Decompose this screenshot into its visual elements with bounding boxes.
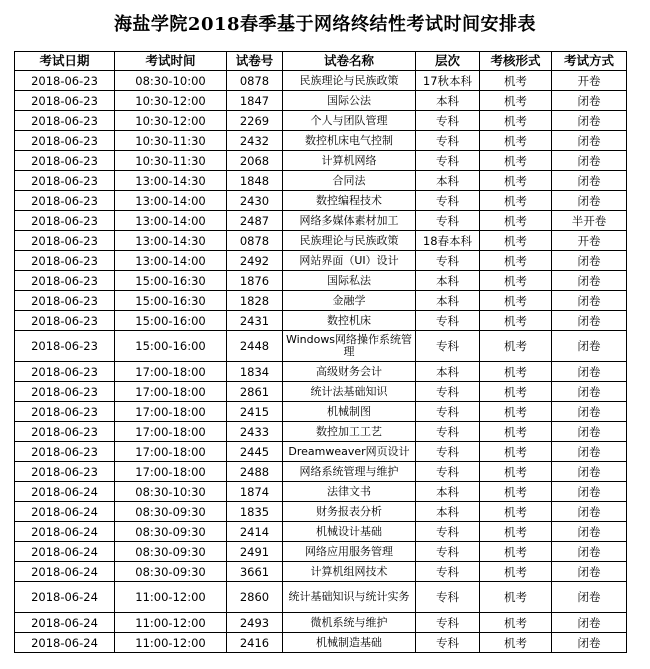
table-row	[15, 482, 627, 502]
header-row	[15, 52, 627, 71]
paper-name-cell: Windows网络操作系统管理	[283, 331, 416, 362]
table-row	[15, 291, 627, 311]
paper-number-cell: 1835	[227, 502, 283, 522]
exam-mode-cell: 闭卷	[552, 633, 627, 653]
header-paper-number: 试卷号	[227, 52, 283, 71]
paper-number-cell: 2492	[227, 251, 283, 271]
level-cell: 专科	[416, 382, 480, 402]
exam-mode-cell: 闭卷	[552, 271, 627, 291]
assessment-form-cell: 机考	[480, 502, 552, 522]
exam-time-cell: 10:30-11:30	[115, 131, 227, 151]
exam-mode-cell: 闭卷	[552, 151, 627, 171]
exam-mode-cell: 闭卷	[552, 562, 627, 582]
assessment-form-cell: 机考	[480, 251, 552, 271]
table-row	[15, 271, 627, 291]
level-cell: 专科	[416, 422, 480, 442]
paper-number-cell: 2488	[227, 462, 283, 482]
paper-name-cell: 机械制造基础	[283, 633, 416, 653]
exam-date-cell: 2018-06-23	[15, 171, 115, 191]
paper-number-cell: 1874	[227, 482, 283, 502]
assessment-form-cell: 机考	[480, 613, 552, 633]
table-row	[15, 613, 627, 633]
table-row	[15, 462, 627, 482]
exam-date-cell: 2018-06-23	[15, 422, 115, 442]
level-cell: 17秋本科	[416, 71, 480, 91]
exam-mode-cell: 闭卷	[552, 111, 627, 131]
paper-name-cell: 计算机组网技术	[283, 562, 416, 582]
exam-date-cell: 2018-06-23	[15, 382, 115, 402]
assessment-form-cell: 机考	[480, 633, 552, 653]
exam-mode-cell: 闭卷	[552, 131, 627, 151]
exam-time-cell: 08:30-10:00	[115, 71, 227, 91]
paper-number-cell: 2432	[227, 131, 283, 151]
paper-number-cell: 1848	[227, 171, 283, 191]
exam-mode-cell: 闭卷	[552, 522, 627, 542]
paper-number-cell: 1834	[227, 362, 283, 382]
paper-number-cell: 1847	[227, 91, 283, 111]
table-row	[15, 331, 627, 362]
assessment-form-cell: 机考	[480, 482, 552, 502]
table-row	[15, 542, 627, 562]
exam-date-cell: 2018-06-23	[15, 231, 115, 251]
paper-name-cell: 计算机网络	[283, 151, 416, 171]
table-row	[15, 211, 627, 231]
exam-time-cell: 10:30-11:30	[115, 151, 227, 171]
paper-name-cell: 合同法	[283, 171, 416, 191]
table-row	[15, 131, 627, 151]
exam-mode-cell: 闭卷	[552, 171, 627, 191]
exam-date-cell: 2018-06-23	[15, 291, 115, 311]
paper-number-cell: 2445	[227, 442, 283, 462]
assessment-form-cell: 机考	[480, 111, 552, 131]
level-cell: 专科	[416, 442, 480, 462]
level-cell: 专科	[416, 613, 480, 633]
exam-date-cell: 2018-06-23	[15, 71, 115, 91]
assessment-form-cell: 机考	[480, 522, 552, 542]
paper-name-cell: Dreamweaver网页设计	[283, 442, 416, 462]
assessment-form-cell: 机考	[480, 231, 552, 251]
exam-time-cell: 17:00-18:00	[115, 362, 227, 382]
paper-number-cell: 2415	[227, 402, 283, 422]
exam-mode-cell: 闭卷	[552, 582, 627, 613]
exam-time-cell: 08:30-09:30	[115, 562, 227, 582]
paper-name-cell: 国际公法	[283, 91, 416, 111]
paper-number-cell: 3661	[227, 562, 283, 582]
exam-time-cell: 08:30-09:30	[115, 522, 227, 542]
table-row	[15, 562, 627, 582]
assessment-form-cell: 机考	[480, 331, 552, 362]
exam-mode-cell: 闭卷	[552, 251, 627, 271]
assessment-form-cell: 机考	[480, 151, 552, 171]
exam-time-cell: 11:00-12:00	[115, 613, 227, 633]
exam-mode-cell: 闭卷	[552, 91, 627, 111]
paper-name-cell: 网络多媒体素材加工	[283, 211, 416, 231]
paper-name-cell: 统计基础知识与统计实务	[283, 582, 416, 613]
exam-time-cell: 08:30-09:30	[115, 542, 227, 562]
exam-mode-cell: 闭卷	[552, 382, 627, 402]
exam-date-cell: 2018-06-24	[15, 502, 115, 522]
exam-mode-cell: 闭卷	[552, 191, 627, 211]
level-cell: 本科	[416, 362, 480, 382]
exam-mode-cell: 开卷	[552, 71, 627, 91]
exam-date-cell: 2018-06-24	[15, 542, 115, 562]
table-row	[15, 191, 627, 211]
table-row	[15, 231, 627, 251]
header-exam-mode: 考试方式	[552, 52, 627, 71]
level-cell: 专科	[416, 191, 480, 211]
assessment-form-cell: 机考	[480, 191, 552, 211]
table-row	[15, 311, 627, 331]
exam-time-cell: 13:00-14:30	[115, 171, 227, 191]
paper-name-cell: 高级财务会计	[283, 362, 416, 382]
paper-name-cell: 个人与团队管理	[283, 111, 416, 131]
exam-date-cell: 2018-06-24	[15, 562, 115, 582]
table-row	[15, 362, 627, 382]
exam-date-cell: 2018-06-23	[15, 362, 115, 382]
exam-time-cell: 15:00-16:00	[115, 331, 227, 362]
exam-date-cell: 2018-06-23	[15, 211, 115, 231]
level-cell: 本科	[416, 171, 480, 191]
table-row	[15, 111, 627, 131]
level-cell: 18春本科	[416, 231, 480, 251]
table-row	[15, 151, 627, 171]
assessment-form-cell: 机考	[480, 131, 552, 151]
level-cell: 专科	[416, 211, 480, 231]
exam-date-cell: 2018-06-23	[15, 311, 115, 331]
paper-name-cell: 机械制图	[283, 402, 416, 422]
paper-name-cell: 国际私法	[283, 271, 416, 291]
paper-name-cell: 数控机床电气控制	[283, 131, 416, 151]
paper-number-cell: 2433	[227, 422, 283, 442]
table-row	[15, 633, 627, 653]
level-cell: 本科	[416, 482, 480, 502]
paper-number-cell: 2416	[227, 633, 283, 653]
exam-date-cell: 2018-06-23	[15, 442, 115, 462]
assessment-form-cell: 机考	[480, 71, 552, 91]
exam-date-cell: 2018-06-23	[15, 131, 115, 151]
page-title: 海盐学院2018春季基于网络终结性考试时间安排表	[113, 14, 537, 35]
level-cell: 专科	[416, 111, 480, 131]
exam-mode-cell: 半开卷	[552, 211, 627, 231]
paper-number-cell: 2860	[227, 582, 283, 613]
paper-number-cell: 2068	[227, 151, 283, 171]
exam-time-cell: 17:00-18:00	[115, 442, 227, 462]
assessment-form-cell: 机考	[480, 382, 552, 402]
exam-mode-cell: 闭卷	[552, 542, 627, 562]
paper-name-cell: 网络系统管理与维护	[283, 462, 416, 482]
exam-mode-cell: 闭卷	[552, 291, 627, 311]
paper-number-cell: 1876	[227, 271, 283, 291]
assessment-form-cell: 机考	[480, 442, 552, 462]
level-cell: 专科	[416, 462, 480, 482]
paper-number-cell: 2431	[227, 311, 283, 331]
paper-number-cell: 2448	[227, 331, 283, 362]
level-cell: 本科	[416, 271, 480, 291]
exam-time-cell: 17:00-18:00	[115, 422, 227, 442]
exam-date-cell: 2018-06-23	[15, 462, 115, 482]
table-row	[15, 382, 627, 402]
paper-name-cell: 数控加工工艺	[283, 422, 416, 442]
exam-time-cell: 13:00-14:30	[115, 231, 227, 251]
exam-mode-cell: 闭卷	[552, 442, 627, 462]
header-exam-date: 考试日期	[15, 52, 115, 71]
exam-date-cell: 2018-06-24	[15, 613, 115, 633]
exam-time-cell: 15:00-16:30	[115, 291, 227, 311]
table-row	[15, 71, 627, 91]
table-row	[15, 91, 627, 111]
paper-name-cell: 金融学	[283, 291, 416, 311]
exam-time-cell: 17:00-18:00	[115, 402, 227, 422]
level-cell: 专科	[416, 402, 480, 422]
level-cell: 本科	[416, 291, 480, 311]
level-cell: 专科	[416, 582, 480, 613]
exam-time-cell: 13:00-14:00	[115, 191, 227, 211]
exam-date-cell: 2018-06-24	[15, 482, 115, 502]
assessment-form-cell: 机考	[480, 582, 552, 613]
exam-time-cell: 13:00-14:00	[115, 211, 227, 231]
assessment-form-cell: 机考	[480, 462, 552, 482]
assessment-form-cell: 机考	[480, 562, 552, 582]
exam-mode-cell: 闭卷	[552, 482, 627, 502]
paper-name-cell: 微机系统与维护	[283, 613, 416, 633]
paper-number-cell: 2491	[227, 542, 283, 562]
exam-time-cell: 11:00-12:00	[115, 582, 227, 613]
table-row	[15, 251, 627, 271]
paper-name-cell: 财务报表分析	[283, 502, 416, 522]
table-row	[15, 522, 627, 542]
exam-mode-cell: 闭卷	[552, 311, 627, 331]
exam-time-cell: 11:00-12:00	[115, 633, 227, 653]
level-cell: 专科	[416, 331, 480, 362]
exam-mode-cell: 闭卷	[552, 362, 627, 382]
assessment-form-cell: 机考	[480, 171, 552, 191]
assessment-form-cell: 机考	[480, 311, 552, 331]
level-cell: 专科	[416, 522, 480, 542]
assessment-form-cell: 机考	[480, 211, 552, 231]
level-cell: 专科	[416, 633, 480, 653]
exam-date-cell: 2018-06-23	[15, 151, 115, 171]
assessment-form-cell: 机考	[480, 402, 552, 422]
exam-date-cell: 2018-06-24	[15, 582, 115, 613]
exam-time-cell: 17:00-18:00	[115, 382, 227, 402]
level-cell: 专科	[416, 131, 480, 151]
table-row	[15, 402, 627, 422]
paper-number-cell: 2414	[227, 522, 283, 542]
exam-mode-cell: 闭卷	[552, 402, 627, 422]
paper-name-cell: 统计法基础知识	[283, 382, 416, 402]
paper-number-cell: 2861	[227, 382, 283, 402]
exam-time-cell: 10:30-12:00	[115, 91, 227, 111]
header-assessment-form: 考核形式	[480, 52, 552, 71]
level-cell: 本科	[416, 502, 480, 522]
exam-date-cell: 2018-06-23	[15, 251, 115, 271]
table-row	[15, 502, 627, 522]
exam-date-cell: 2018-06-23	[15, 191, 115, 211]
assessment-form-cell: 机考	[480, 542, 552, 562]
exam-mode-cell: 闭卷	[552, 331, 627, 362]
paper-name-cell: 民族理论与民族政策	[283, 231, 416, 251]
paper-number-cell: 2269	[227, 111, 283, 131]
exam-mode-cell: 闭卷	[552, 502, 627, 522]
exam-date-cell: 2018-06-23	[15, 271, 115, 291]
level-cell: 专科	[416, 311, 480, 331]
exam-time-cell: 13:00-14:00	[115, 251, 227, 271]
exam-date-cell: 2018-06-23	[15, 402, 115, 422]
exam-date-cell: 2018-06-23	[15, 331, 115, 362]
exam-mode-cell: 闭卷	[552, 422, 627, 442]
exam-time-cell: 10:30-12:00	[115, 111, 227, 131]
level-cell: 专科	[416, 251, 480, 271]
paper-number-cell: 0878	[227, 231, 283, 251]
assessment-form-cell: 机考	[480, 362, 552, 382]
exam-time-cell: 15:00-16:30	[115, 271, 227, 291]
paper-number-cell: 1828	[227, 291, 283, 311]
paper-number-cell: 2493	[227, 613, 283, 633]
table-row	[15, 422, 627, 442]
paper-name-cell: 民族理论与民族政策	[283, 71, 416, 91]
exam-time-cell: 08:30-10:30	[115, 482, 227, 502]
exam-date-cell: 2018-06-23	[15, 91, 115, 111]
exam-schedule-table	[14, 51, 627, 653]
paper-number-cell: 0878	[227, 71, 283, 91]
table-row	[15, 582, 627, 613]
table-row	[15, 171, 627, 191]
header-level: 层次	[416, 52, 480, 71]
exam-mode-cell: 闭卷	[552, 613, 627, 633]
level-cell: 专科	[416, 562, 480, 582]
paper-name-cell: 数控编程技术	[283, 191, 416, 211]
assessment-form-cell: 机考	[480, 422, 552, 442]
level-cell: 本科	[416, 91, 480, 111]
level-cell: 专科	[416, 542, 480, 562]
header-exam-time: 考试时间	[115, 52, 227, 71]
paper-name-cell: 法律文书	[283, 482, 416, 502]
header-paper-name: 试卷名称	[283, 52, 416, 71]
paper-name-cell: 网络应用服务管理	[283, 542, 416, 562]
paper-name-cell: 机械设计基础	[283, 522, 416, 542]
exam-date-cell: 2018-06-24	[15, 522, 115, 542]
assessment-form-cell: 机考	[480, 91, 552, 111]
paper-number-cell: 2430	[227, 191, 283, 211]
exam-date-cell: 2018-06-23	[15, 111, 115, 131]
exam-date-cell: 2018-06-24	[15, 633, 115, 653]
paper-number-cell: 2487	[227, 211, 283, 231]
exam-time-cell: 15:00-16:00	[115, 311, 227, 331]
paper-name-cell: 网站界面（UI）设计	[283, 251, 416, 271]
exam-time-cell: 08:30-09:30	[115, 502, 227, 522]
exam-mode-cell: 闭卷	[552, 462, 627, 482]
table-row	[15, 442, 627, 462]
level-cell: 专科	[416, 151, 480, 171]
exam-time-cell: 17:00-18:00	[115, 462, 227, 482]
assessment-form-cell: 机考	[480, 291, 552, 311]
assessment-form-cell: 机考	[480, 271, 552, 291]
exam-mode-cell: 开卷	[552, 231, 627, 251]
paper-name-cell: 数控机床	[283, 311, 416, 331]
